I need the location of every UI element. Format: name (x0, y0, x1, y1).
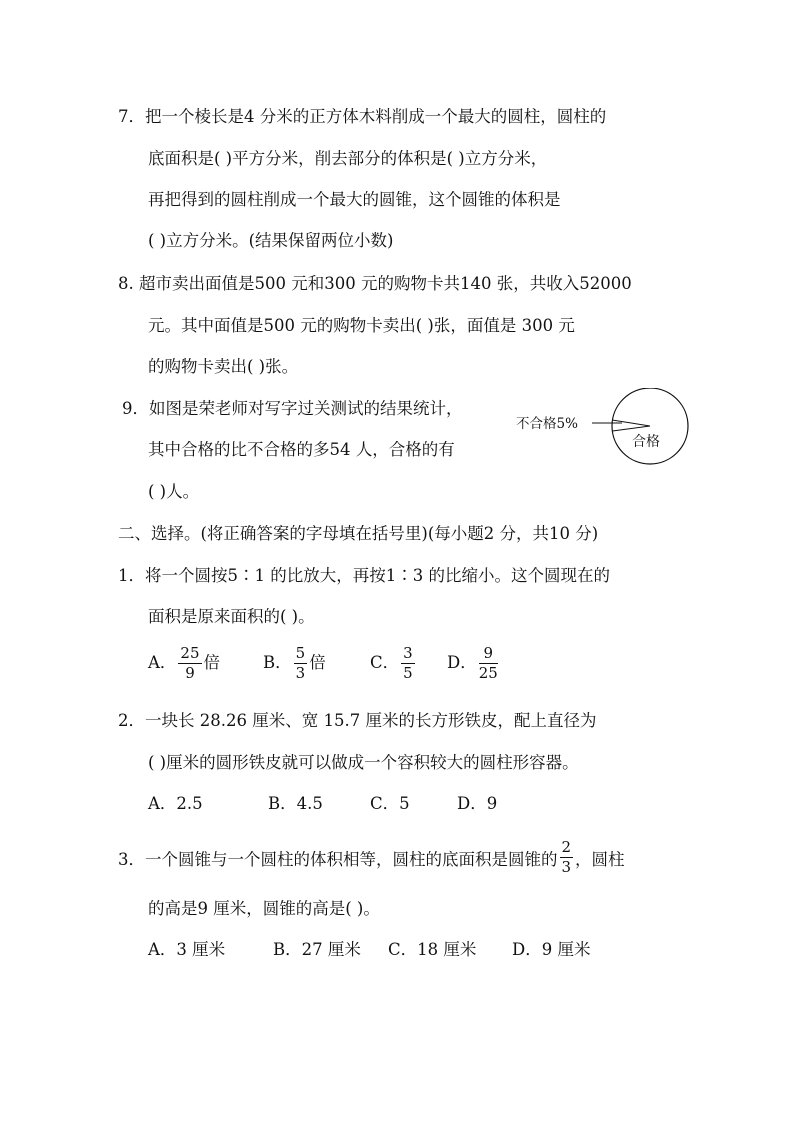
q8-line3: 的购物卡卖出( )张。 (148, 357, 299, 376)
c3-fraction (560, 840, 574, 875)
q7-line1: 7．把一个棱长是4 分米的正方体木料削成一个最大的圆柱，圆柱的 (118, 107, 607, 126)
q9-line2: 其中合格的比不合格的多54 人，合格的有 (148, 440, 455, 459)
c2-option-c: C．5 (370, 794, 410, 813)
c3-frac-denominator: 3 (561, 858, 572, 876)
c3-line1 (118, 838, 625, 876)
c3-line1-text: 3．一个圆锥与一个圆柱的体积相等，圆柱的底面积是圆锥的 (118, 850, 558, 869)
c1-b-denominator: 3 (295, 664, 306, 682)
pie-label-fail: 不合格5% (516, 416, 578, 432)
c1-a-numerator: 25 (180, 644, 200, 662)
c1-d-numerator: 9 (479, 646, 498, 664)
c2-option-b: B．4.5 (268, 794, 323, 813)
c1-option-b-label: B． (263, 653, 292, 672)
c1-c-numerator: 3 (403, 644, 413, 662)
q7-line3: 再把得到的圆柱削成一个最大的圆锥，这个圆锥的体积是 (148, 190, 561, 209)
q7-line4: ( )立方分米。(结果保留两位小数) (148, 231, 394, 250)
c1-line1: 1．将一个圆按5∶1 的比放大，再按1∶3 的比缩小。这个圆现在的 (118, 566, 610, 585)
c2-option-d: D．9 (457, 794, 498, 813)
q8-line2: 元。其中面值是500 元的购物卡卖出( )张，面值是 300 元 (148, 316, 575, 335)
c3-option-b: B．27 厘米 (273, 940, 361, 959)
c3-line2: 的高是9 厘米，圆锥的高是( )。 (148, 899, 380, 918)
c2-line1: 2．一块长 28.26 厘米、宽 15.7 厘米的长方形铁皮，配上直径为 (118, 711, 597, 730)
c1-option-b (263, 646, 326, 681)
c1-option-b-suffix: 倍 (309, 653, 326, 672)
pie-label-pass: 合格 (632, 434, 660, 450)
c1-option-a-fraction (178, 646, 201, 681)
c1-option-b-fraction (294, 646, 308, 681)
c1-option-c-label: C． (370, 653, 400, 672)
q9-line3: ( )人。 (148, 482, 200, 501)
c1-option-a-label: A． (148, 653, 177, 672)
section2-heading: 二、选择。(将正确答案的字母填在括号里)(每小题2 分，共10 分) (118, 524, 599, 543)
c3-frac-numerator: 2 (561, 838, 572, 856)
c1-option-d (447, 646, 500, 681)
c3-option-c: C．18 厘米 (388, 940, 477, 959)
c1-option-c (370, 646, 417, 681)
c1-option-d-fraction (479, 646, 498, 681)
c1-option-a-suffix: 倍 (203, 653, 221, 672)
c1-option-a (148, 646, 220, 681)
pie-center-to-edge-lower (613, 426, 651, 431)
c1-d-denominator: 25 (478, 664, 498, 682)
c1-line2: 面积是原来面积的( )。 (148, 607, 315, 626)
q9-line1: 9．如图是荣老师对写字过关测试的结果统计， (122, 399, 463, 418)
c2-line2: ( )厘米的圆形铁皮就可以做成一个容积较大的圆柱形容器。 (148, 753, 579, 772)
c1-c-denominator: 5 (403, 664, 413, 682)
c2-option-a: A．2.5 (148, 794, 203, 813)
c1-a-denominator: 9 (185, 664, 195, 682)
c3-option-a: A．3 厘米 (148, 940, 226, 959)
pie-chart (512, 388, 692, 468)
q8-line1: 8. 超市卖出面值是500 元和300 元的购物卡共140 张，共收入52000 (118, 274, 632, 293)
c3-line1-tail: ，圆柱 (575, 850, 625, 869)
c1-option-c-fraction (401, 646, 415, 681)
c1-b-numerator: 5 (295, 644, 306, 662)
c1-option-d-label: D． (447, 653, 477, 672)
q7-line2: 底面积是( )平方分米，削去部分的体积是( )立方分米， (148, 149, 548, 168)
c3-option-d: D．9 厘米 (512, 940, 591, 959)
